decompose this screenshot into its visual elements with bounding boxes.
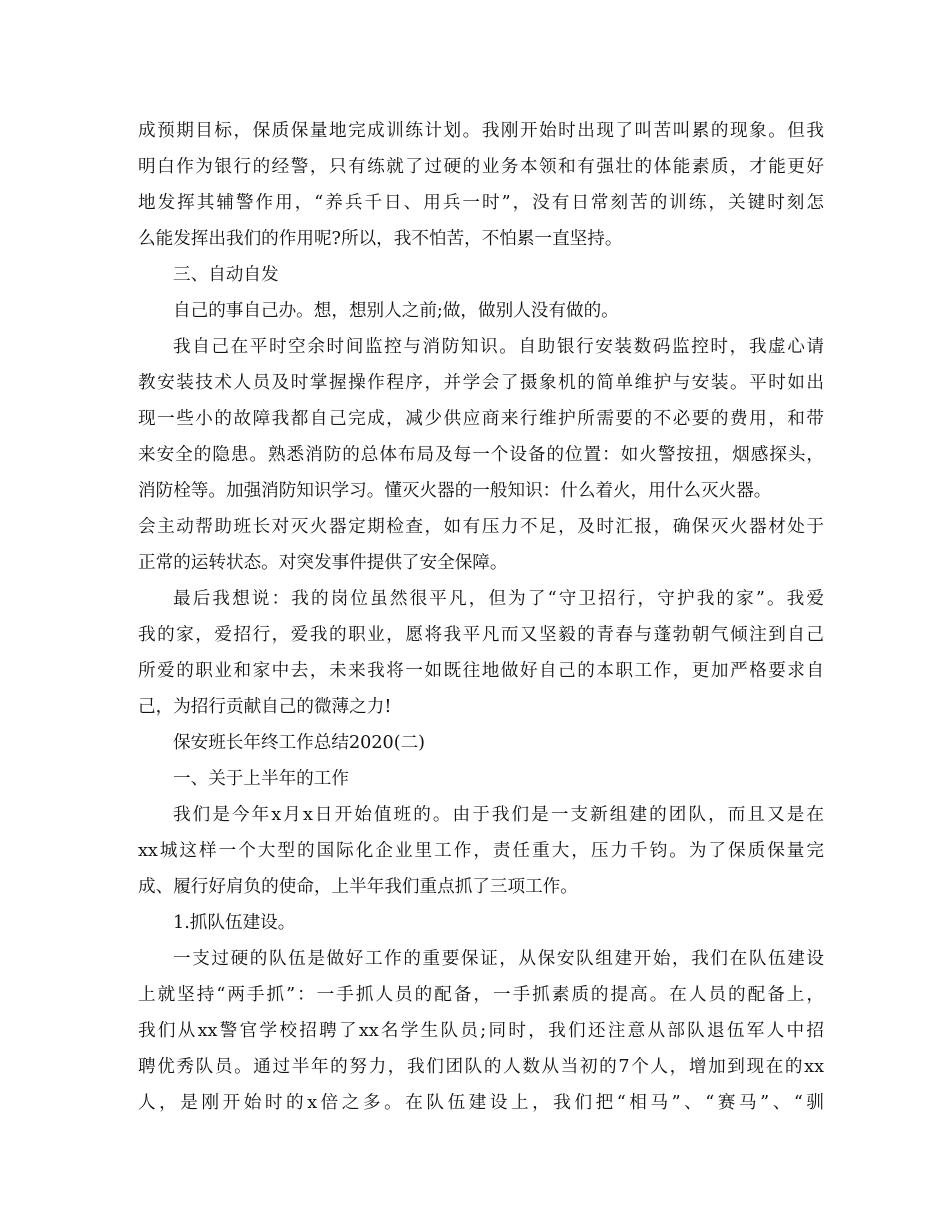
text-line: 一支过硬的队伍是做好工作的重要保证，从保安队组建开始，我们在队伍建设 xyxy=(173,949,824,969)
text-line: 我们从xx警官学校招聘了xx名学生队员;同时，我们还注意从部队退伍军人中招 xyxy=(138,1021,824,1041)
section-heading: 一、关于上半年的工作 xyxy=(173,769,349,789)
document-body xyxy=(138,113,824,1121)
text-line: 成预期目标，保质保量地完成训练计划。我刚开始时出现了叫苦叫累的现象。但我 xyxy=(138,121,824,141)
text-line: 消防栓等。加强消防知识学习。懂灭火器的一般知识：什么着火，用什么灭火器。 xyxy=(138,481,772,501)
text-line: 所爱的职业和家中去，未来我将一如既往地做好自己的本职工作，更加严格要求自 xyxy=(138,661,824,681)
text-line: 己，为招行贡献自己的微薄之力! xyxy=(138,697,392,717)
list-item-heading: 1.抓队伍建设。 xyxy=(173,913,296,933)
text-line: 么能发挥出我们的作用呢?所以，我不怕苦，不怕累一直坚持。 xyxy=(138,229,623,249)
text-line: 来安全的隐患。熟悉消防的总体布局及每一个设备的位置：如火警按扭，烟感探头， xyxy=(138,445,824,465)
text-line: 教安装技术人员及时掌握操作程序，并学会了摄象机的简单维护与安装。平时如出 xyxy=(138,373,824,393)
text-line: 自己的事自己办。想，想别人之前;做，做别人没有做的。 xyxy=(173,301,619,321)
text-line: 聘优秀队员。通过半年的努力，我们团队的人数从当初的7个人，增加到现在的xx xyxy=(138,1057,824,1077)
section-heading: 三、自动自发 xyxy=(173,265,279,285)
text-line: 正常的运转状态。对突发事件提供了安全保障。 xyxy=(138,553,508,573)
text-line: 我自己在平时空余时间监控与消防知识。自助银行安装数码监控时，我虚心请 xyxy=(173,337,824,357)
text-line: 我们是今年x月x日开始值班的。由于我们是一支新组建的团队，而且又是在 xyxy=(173,805,824,825)
text-line: 现一些小的故障我都自己完成，减少供应商来行维护所需要的不必要的费用，和带 xyxy=(138,409,824,429)
text-line: xx城这样一个大型的国际化企业里工作，责任重大，压力千钧。为了保质保量完 xyxy=(138,841,824,861)
text-line: 人，是刚开始时的x倍之多。在队伍建设上，我们把“相马”、“赛马”、“驯 xyxy=(138,1093,824,1113)
text-line: 最后我想说：我的岗位虽然很平凡，但为了“守卫招行，守护我的家”。我爱 xyxy=(173,589,824,609)
text-line: 成、履行好肩负的使命，上半年我们重点抓了三项工作。 xyxy=(138,877,578,897)
document-subtitle: 保安班长年终工作总结2020(二) xyxy=(173,733,426,753)
text-line: 明白作为银行的经警，只有练就了过硬的业务本领和有强壮的体能素质，才能更好 xyxy=(138,157,824,177)
text-line: 会主动帮助班长对灭火器定期检查，如有压力不足，及时汇报，确保灭火器材处于 xyxy=(138,517,824,537)
text-line: 地发挥其辅警作用，“养兵千日、用兵一时”，没有日常刻苦的训练，关键时刻怎 xyxy=(138,193,824,213)
text-line: 我的家，爱招行，爱我的职业，愿将我平凡而又坚毅的青春与蓬勃朝气倾注到自己 xyxy=(138,625,824,645)
text-line: 上就坚持“两手抓”：一手抓人员的配备，一手抓素质的提高。在人员的配备上， xyxy=(138,985,824,1005)
